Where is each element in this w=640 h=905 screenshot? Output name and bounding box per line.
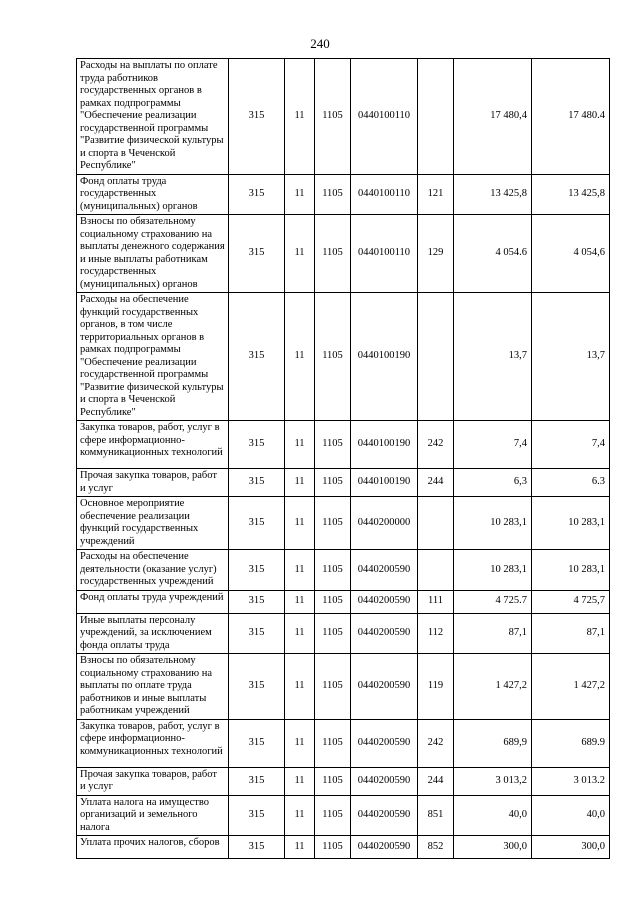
amount-cell: 13 425,8 xyxy=(454,174,532,215)
amount-cell: 7,4 xyxy=(454,421,532,469)
ministry-code-cell: 315 xyxy=(229,795,285,836)
amount-approved-cell: 6.3 xyxy=(532,469,610,497)
subsection-code-cell: 1105 xyxy=(315,174,351,215)
budget-table xyxy=(76,58,610,859)
expense-type-cell: 851 xyxy=(418,795,454,836)
amount-approved-cell: 1 427,2 xyxy=(532,654,610,720)
table-row xyxy=(77,795,610,836)
subsection-code-cell: 1105 xyxy=(315,719,351,767)
table-row xyxy=(77,719,610,767)
subsection-code-cell: 1105 xyxy=(315,59,351,175)
amount-approved-cell: 7,4 xyxy=(532,421,610,469)
amount-approved-cell: 10 283,1 xyxy=(532,497,610,550)
expense-type-cell: 242 xyxy=(418,719,454,767)
section-code-cell: 11 xyxy=(285,767,315,795)
table-row xyxy=(77,174,610,215)
target-article-cell: 0440100190 xyxy=(351,469,418,497)
table-row xyxy=(77,215,610,293)
target-article-cell: 0440100190 xyxy=(351,421,418,469)
ministry-code-cell: 315 xyxy=(229,469,285,497)
target-article-cell: 0440100110 xyxy=(351,59,418,175)
expense-type-cell: 242 xyxy=(418,421,454,469)
amount-approved-cell: 3 013.2 xyxy=(532,767,610,795)
section-code-cell: 11 xyxy=(285,550,315,591)
section-code-cell: 11 xyxy=(285,469,315,497)
description-cell: Прочая закупка товаров, работ и услуг xyxy=(77,767,229,795)
subsection-code-cell: 1105 xyxy=(315,293,351,421)
amount-approved-cell: 13,7 xyxy=(532,293,610,421)
ministry-code-cell: 315 xyxy=(229,719,285,767)
description-cell: Уплата прочих налогов, сборов xyxy=(77,836,229,859)
table-row xyxy=(77,836,610,859)
target-article-cell: 0440200590 xyxy=(351,767,418,795)
section-code-cell: 11 xyxy=(285,59,315,175)
ministry-code-cell: 315 xyxy=(229,836,285,859)
ministry-code-cell: 315 xyxy=(229,654,285,720)
description-cell: Закупка товаров, работ, услуг в сфере информационно-коммуникационных технологий xyxy=(77,421,229,469)
description-cell: Расходы на обеспечение деятельности (оказание услуг) государственных учреждений xyxy=(77,550,229,591)
subsection-code-cell: 1105 xyxy=(315,767,351,795)
section-code-cell: 11 xyxy=(285,719,315,767)
subsection-code-cell: 1105 xyxy=(315,654,351,720)
amount-cell: 300,0 xyxy=(454,836,532,859)
table-row xyxy=(77,469,610,497)
description-cell: Уплата налога на имущество организаций и земельного налога xyxy=(77,795,229,836)
expense-type-cell: 129 xyxy=(418,215,454,293)
section-code-cell: 11 xyxy=(285,613,315,654)
table-row xyxy=(77,421,610,469)
description-cell: Закупка товаров, работ, услуг в сфере информационно-коммуникационных технологий xyxy=(77,719,229,767)
subsection-code-cell: 1105 xyxy=(315,590,351,613)
amount-approved-cell: 40,0 xyxy=(532,795,610,836)
ministry-code-cell: 315 xyxy=(229,590,285,613)
table-row xyxy=(77,293,610,421)
amount-cell: 10 283,1 xyxy=(454,497,532,550)
amount-cell: 4 725.7 xyxy=(454,590,532,613)
description-cell: Фонд оплаты труда государственных (муниципальных) органов xyxy=(77,174,229,215)
target-article-cell: 0440100110 xyxy=(351,174,418,215)
table-row xyxy=(77,613,610,654)
section-code-cell: 11 xyxy=(285,174,315,215)
section-code-cell: 11 xyxy=(285,293,315,421)
amount-cell: 13,7 xyxy=(454,293,532,421)
description-cell: Взносы по обязательному социальному страхованию на выплаты по оплате труда работников и иные выплаты работникам учреждений xyxy=(77,654,229,720)
expense-type-cell xyxy=(418,59,454,175)
ministry-code-cell: 315 xyxy=(229,497,285,550)
target-article-cell: 0440200590 xyxy=(351,590,418,613)
description-cell: Прочая закупка товаров, работ и услуг xyxy=(77,469,229,497)
amount-cell: 689,9 xyxy=(454,719,532,767)
section-code-cell: 11 xyxy=(285,654,315,720)
description-cell: Иные выплаты персоналу учреждений, за исключением фонда оплаты труда xyxy=(77,613,229,654)
expense-type-cell: 119 xyxy=(418,654,454,720)
subsection-code-cell: 1105 xyxy=(315,836,351,859)
table-body xyxy=(77,59,610,859)
subsection-code-cell: 1105 xyxy=(315,497,351,550)
expense-type-cell: 244 xyxy=(418,469,454,497)
subsection-code-cell: 1105 xyxy=(315,550,351,591)
amount-cell: 40,0 xyxy=(454,795,532,836)
expense-type-cell xyxy=(418,293,454,421)
amount-approved-cell: 300,0 xyxy=(532,836,610,859)
amount-approved-cell: 689.9 xyxy=(532,719,610,767)
target-article-cell: 0440200590 xyxy=(351,795,418,836)
ministry-code-cell: 315 xyxy=(229,613,285,654)
table-row xyxy=(77,590,610,613)
amount-cell: 6,3 xyxy=(454,469,532,497)
subsection-code-cell: 1105 xyxy=(315,469,351,497)
section-code-cell: 11 xyxy=(285,590,315,613)
ministry-code-cell: 315 xyxy=(229,174,285,215)
section-code-cell: 11 xyxy=(285,795,315,836)
amount-cell: 4 054.6 xyxy=(454,215,532,293)
expense-type-cell: 112 xyxy=(418,613,454,654)
amount-approved-cell: 87,1 xyxy=(532,613,610,654)
expense-type-cell xyxy=(418,550,454,591)
target-article-cell: 0440100110 xyxy=(351,215,418,293)
description-cell: Расходы на выплаты по оплате труда работников государственных органов в рамках подпрограммы "Обеспечение реализации государственной программы "Развитие физической культуры и спорта в Чеченской Республике" xyxy=(77,59,229,175)
amount-approved-cell: 4 054,6 xyxy=(532,215,610,293)
target-article-cell: 0440200590 xyxy=(351,654,418,720)
amount-cell: 17 480,4 xyxy=(454,59,532,175)
section-code-cell: 11 xyxy=(285,421,315,469)
expense-type-cell: 111 xyxy=(418,590,454,613)
table-row xyxy=(77,59,610,175)
expense-type-cell xyxy=(418,497,454,550)
amount-approved-cell: 13 425,8 xyxy=(532,174,610,215)
description-cell: Расходы на обеспечение функций государственных органов, в том числе территориальных органов в рамках подпрограммы "Обеспечение реализации государственной программы "Развитие физической культуры и спорта в Чеченской Республике" xyxy=(77,293,229,421)
target-article-cell: 0440200590 xyxy=(351,550,418,591)
expense-type-cell: 121 xyxy=(418,174,454,215)
subsection-code-cell: 1105 xyxy=(315,215,351,293)
amount-cell: 87,1 xyxy=(454,613,532,654)
section-code-cell: 11 xyxy=(285,215,315,293)
target-article-cell: 0440200590 xyxy=(351,719,418,767)
target-article-cell: 0440200000 xyxy=(351,497,418,550)
amount-cell: 1 427,2 xyxy=(454,654,532,720)
subsection-code-cell: 1105 xyxy=(315,613,351,654)
amount-approved-cell: 4 725,7 xyxy=(532,590,610,613)
expense-type-cell: 244 xyxy=(418,767,454,795)
description-cell: Взносы по обязательному социальному страхованию на выплаты денежного содержания и иные выплаты работникам государственных (муниципальных) органов xyxy=(77,215,229,293)
section-code-cell: 11 xyxy=(285,497,315,550)
table-row xyxy=(77,654,610,720)
ministry-code-cell: 315 xyxy=(229,59,285,175)
section-code-cell: 11 xyxy=(285,836,315,859)
ministry-code-cell: 315 xyxy=(229,215,285,293)
target-article-cell: 0440200590 xyxy=(351,836,418,859)
ministry-code-cell: 315 xyxy=(229,293,285,421)
table-row xyxy=(77,497,610,550)
target-article-cell: 0440200590 xyxy=(351,613,418,654)
amount-approved-cell: 10 283,1 xyxy=(532,550,610,591)
description-cell: Основное мероприятие обеспечение реализации функций государственных учреждений xyxy=(77,497,229,550)
table-row xyxy=(77,767,610,795)
page-number: 240 xyxy=(310,36,330,51)
target-article-cell: 0440100190 xyxy=(351,293,418,421)
description-cell: Фонд оплаты труда учреждений xyxy=(77,590,229,613)
subsection-code-cell: 1105 xyxy=(315,421,351,469)
amount-approved-cell: 17 480.4 xyxy=(532,59,610,175)
ministry-code-cell: 315 xyxy=(229,421,285,469)
table-row xyxy=(77,550,610,591)
expense-type-cell: 852 xyxy=(418,836,454,859)
subsection-code-cell: 1105 xyxy=(315,795,351,836)
ministry-code-cell: 315 xyxy=(229,767,285,795)
amount-cell: 3 013,2 xyxy=(454,767,532,795)
amount-cell: 10 283,1 xyxy=(454,550,532,591)
ministry-code-cell: 315 xyxy=(229,550,285,591)
